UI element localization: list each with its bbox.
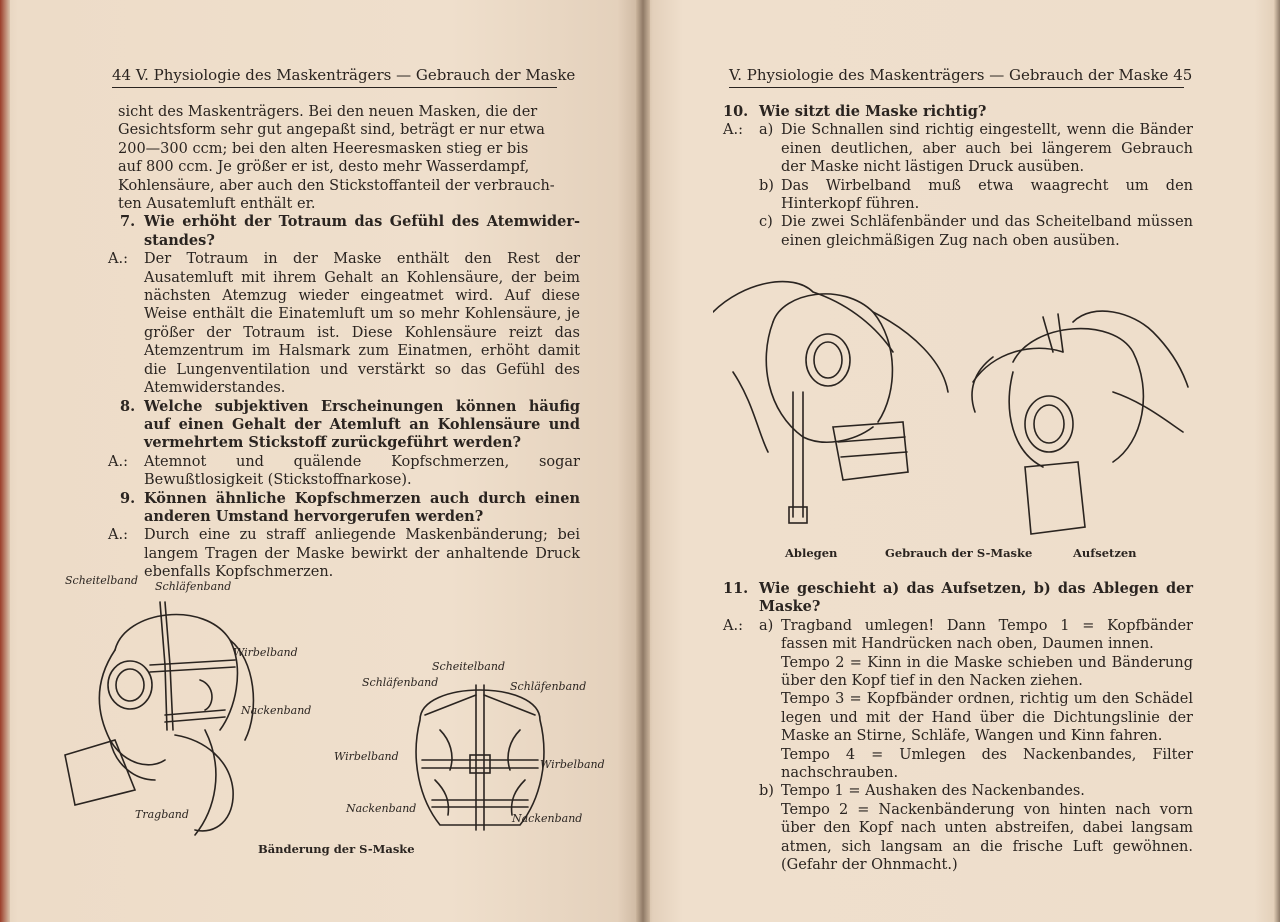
question-text: Können ähnliche Kopfschmerzen auch durch einen anderen Umstand hervorgerufen werden? [144,489,580,525]
answer-text: Das Wirbelband muß etwa waagrecht um den Hinterkopf führen. [781,177,1193,213]
item-label: b) [759,177,774,194]
label-wirbelband: Wirbelband [334,750,399,763]
text-line: auf 800 ccm. Je größer er ist, desto mehr Wasserdampf, [118,159,530,176]
question-9 [108,490,580,527]
answer-7 [108,250,580,397]
right-page [643,0,1280,922]
answer-label: A.: [108,527,128,544]
item-label: a) [759,617,774,634]
answer-text: Die zwei Schläfenbänder und das Scheitelband müssen einen gleichmäßigen Zug nach oben ausüben. [781,214,1193,249]
right-page-body-bottom [723,580,1193,875]
item-label: c) [759,214,773,231]
answer-text: Durch eine zu straff anliegende Maskenbänderung; bei langem Tragen der Maske bewirkt der anhaltende Druck ebenfalls Kopfschmerzen. [144,527,580,581]
caption-aufsetzen: Aufsetzen [1073,546,1137,560]
question-7 [108,213,580,250]
page-number: 44 [112,66,132,84]
right-page-body-top [723,103,1193,250]
label-schlaefenband: Schläfenband [362,676,439,689]
question-text: Wie sitzt die Maske richtig? [759,103,987,120]
answer-10-a [723,121,1193,176]
question-number: 11. [723,580,749,597]
answer-8 [108,453,580,490]
caption-ablegen: Ablegen [785,546,838,560]
answer-label: A.: [108,251,128,268]
answer-11-a-tempo-2: Tempo 2 = Kinn in die Maske schieben und Bänderung über den Kopf tief in den Nacken ziehen. [781,654,1193,690]
mask-usage-illustration [713,262,1193,537]
item-label: b) [759,783,774,800]
question-text: Welche subjektiven Erscheinungen können häufig auf einen Gehalt der Atemluft an Kohlensäure und vermehrtem Stickstoff zurückgeführt werden? [144,397,580,452]
label-wirbelband: Wirbelband [233,646,298,659]
question-text: Wie erhöht der Totraum das Gefühl des Atemwider-standes? [144,213,580,249]
text-line: sicht des Maskenträgers. Bei den neuen Masken, die der [118,104,538,120]
answer-text: Atemnot und quälende Kopfschmerzen, sogar Bewußtlosigkeit (Stickstoffnarkose). [144,453,580,489]
label-schlaefenband: Schläfenband [510,680,587,693]
text-line: Kohlensäure, aber auch den Stickstoffanteil der verbrauch- [118,177,555,194]
left-page-header [112,60,576,88]
page-header-text [729,66,1192,84]
answer-11-b [723,782,1193,800]
page-header-text [112,66,575,84]
book-gutter [636,0,650,922]
mask-back-view-illustration [334,660,620,840]
label-scheitelband: Scheitelband [432,660,505,673]
question-8 [108,398,580,453]
answer-text: Der Totraum in der Maske enthält den Rest der Ausatemluft mit ihrem Gehalt an Kohlensäure, der beim nächsten Atemzug wieder eingeatmet wird. Auf diese Weise enthält die Einatemluft um so mehr Kohlensäure, je größer der Totraum ist. Diese Kohlensäure reizt das Atemzentrum im Halsmark zum Einatmen, erhöht damit die Lungenventilation und verstärkt so das Gefühl des Atemwiderstandes. [144,251,580,397]
answer-11-b-tempo-2: Tempo 2 = Nackenbänderung von hinten nach vorn über den Kopf nach unten abstreifen, dabei langsam atmen, sich langsam an die frische Luft gewöhnen. (Gefahr der Ohnmacht.) [781,801,1193,874]
question-11 [723,580,1193,617]
left-page-body [108,103,580,582]
text-line: Gesichtsform sehr gut angepaßt sind, beträgt er nur etwa [118,122,545,139]
running-title: V. Physiologie des Maskenträgers — Gebrauch der Maske [135,66,576,84]
left-book-edge [0,0,10,922]
answer-11-a-tempo-4: Tempo 4 = Umlegen des Nackenbandes, Filter nachschrauben. [781,746,1193,782]
answer-label: A.: [723,122,743,139]
answer-10-b [723,177,1193,214]
answer-10-c [723,213,1193,250]
label-nackenband: Nackenband [512,812,583,825]
question-number: 7. [120,213,136,231]
answer-11-a [723,617,1193,654]
text-line: 200—300 ccm; bei den alten Heeresmasken stieg er bis [118,140,529,157]
answer-label: A.: [108,453,128,470]
page-number: 45 [1173,66,1193,84]
label-nackenband: Nackenband [241,704,312,717]
question-number: 8. [120,397,136,415]
label-nackenband: Nackenband [346,802,417,815]
text-line: ten Ausatemluft enthält er. [118,196,316,213]
answer-text: Tempo 1 = Aushaken des Nackenbandes. [781,783,1085,800]
right-book-edge [1274,0,1280,922]
label-schlaefenband: Schläfenband [155,580,232,593]
caption-gebrauch: Gebrauch der S-Maske [885,546,1033,560]
question-number: 10. [723,103,749,120]
answer-9 [108,526,580,581]
answer-text: Tragband umlegen! Dann Tempo 1 = Kopfbänder fassen mit Handrücken nach oben, Daumen innen. [781,617,1193,653]
question-text: Wie geschieht a) das Aufsetzen, b) das Ablegen der Maske? [759,580,1193,616]
question-number: 9. [120,489,136,507]
right-page-header [729,60,1193,88]
mask-side-view-illustration [55,574,315,840]
mask-usage-drawing [713,262,1193,537]
answer-label: A.: [723,617,743,634]
running-title: V. Physiologie des Maskenträgers — Gebrauch der Maske [729,66,1169,84]
answer-text: Die Schnallen sind richtig eingestellt, wenn die Bänder einen deutlichen, aber auch bei längerem Gebrauch der Maske nicht lästigen Druck ausüben. [781,122,1193,176]
label-scheitelband: Scheitelband [65,574,138,587]
item-label: a) [759,122,774,139]
label-tragband: Tragband [135,808,189,821]
question-10 [723,103,1193,121]
figure-caption: Bänderung der S-Maske [258,842,415,856]
label-wirbelband: Wirbelband [540,758,605,771]
intro-paragraph [108,103,580,213]
answer-11-a-tempo-3: Tempo 3 = Kopfbänder ordnen, richtig um den Schädel legen und mit der Hand über die Dichtungslinie der Maske an Stirne, Schläfe, Wangen und Kinn fahren. [781,691,1193,745]
